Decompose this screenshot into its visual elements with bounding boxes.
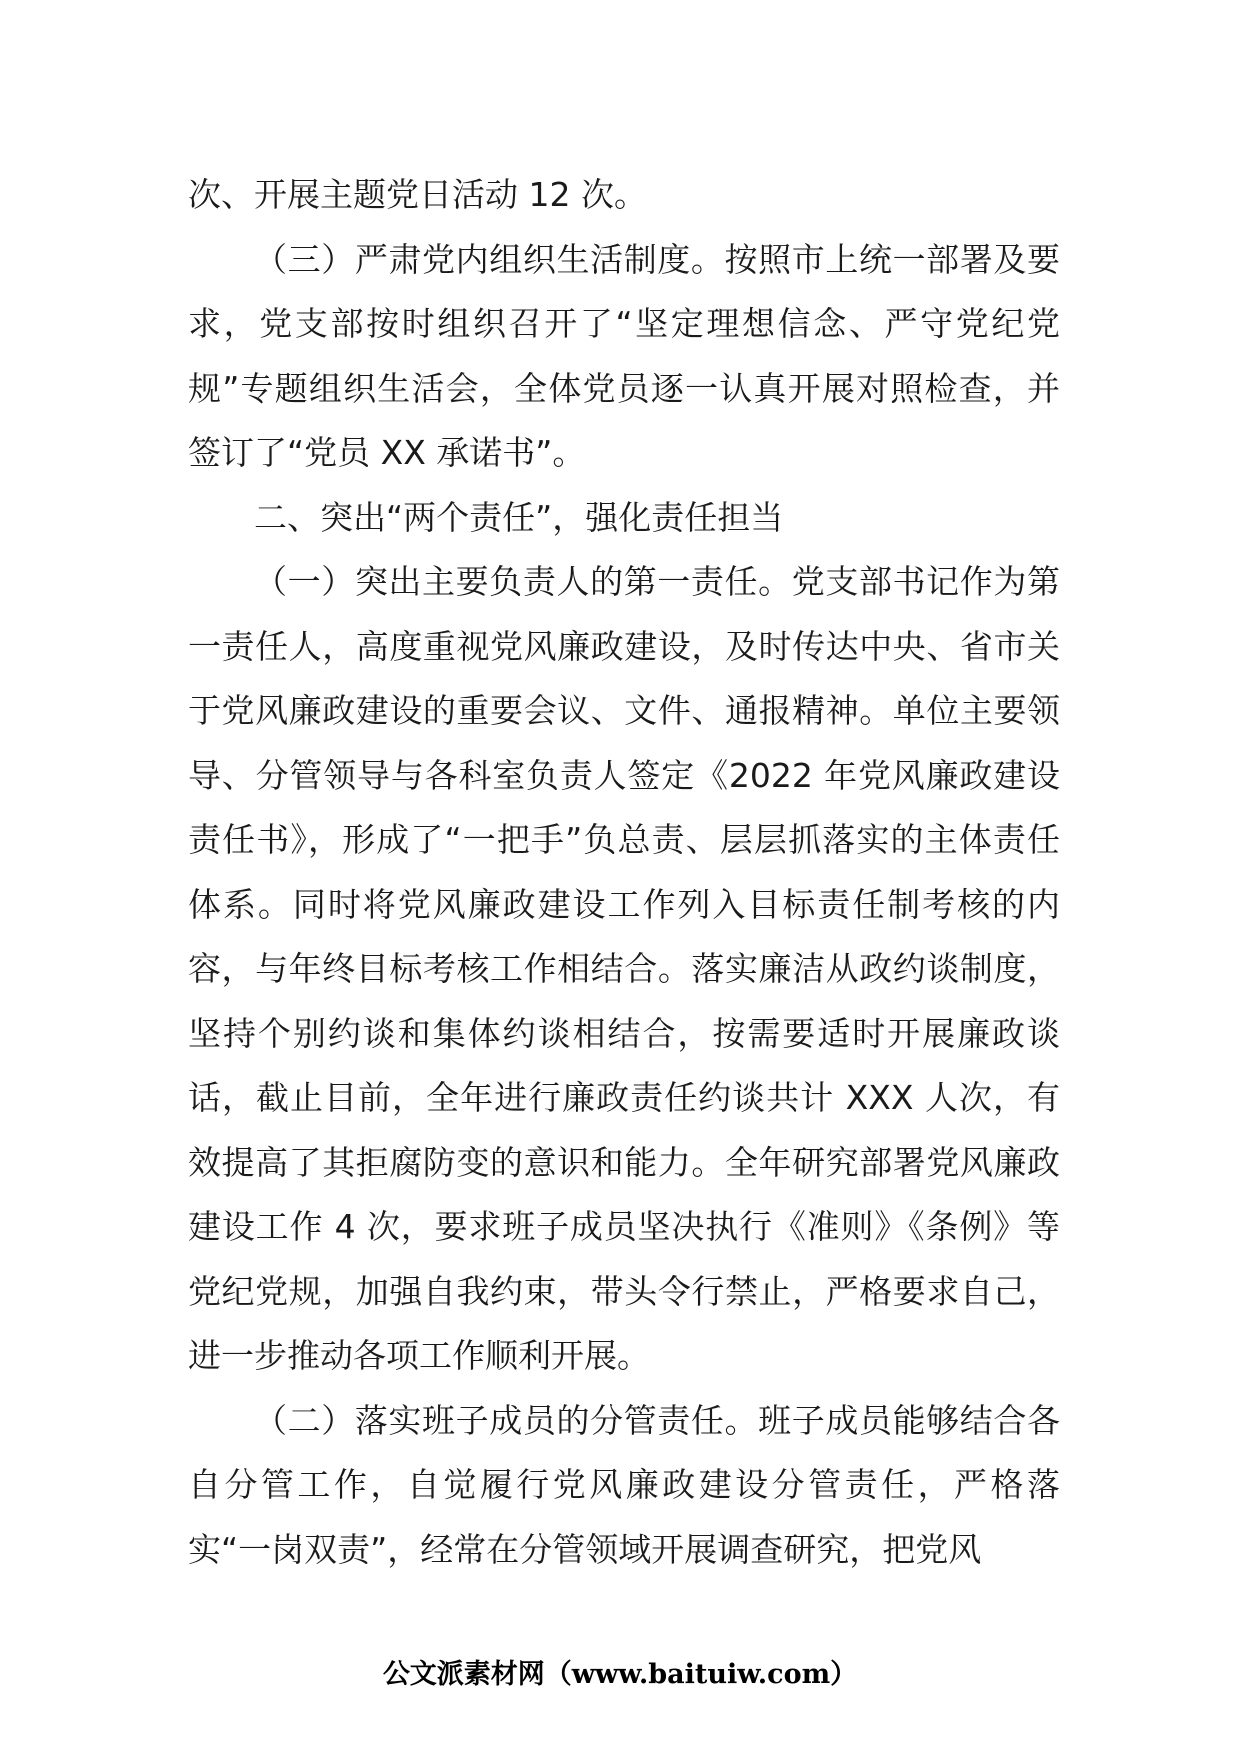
section-heading-two-responsibilities: 二、突出“两个责任”，强化责任担当	[254, 497, 784, 537]
footer-watermark-text: 公文派素材网（www.baituiw.com）	[382, 1659, 858, 1690]
document-body	[188, 163, 1060, 1582]
paragraph-supervisory-responsibility: （二）落实班子成员的分管责任。班子成员能够结合各自分管工作，自觉履行党风廉政建设分管责任，严格落实“一岗双责”，经常在分管领域开展调查研究，把党风	[188, 1400, 1060, 1569]
paragraph-continuation: 次、开展主题党日活动 12 次。	[188, 175, 647, 214]
paragraph-first-responsibility: （一）突出主要负责人的第一责任。党支部书记作为第一责任人，高度重视党风廉政建设，及时传达中央、省市关于党风廉政建设的重要会议、文件、通报精神。单位主要领导、分管领导与各科室负责人签定《2022 年党风廉政建设责任书》，形成了“一把手”负总责、层层抓落实的主体责任体系。同时将党风廉政建设工作列入目标责任制考核的内容，与年终目标考核工作相结合。落实廉洁从政约谈制度，坚持个别约谈和集体约谈相结合，按需要适时开展廉政谈话，截止目前，全年进行廉政责任约谈共计 XXX 人次，有效提高了其拒腐防变的意识和能力。全年研究部署党风廉政建设工作 4 次，要求班子成员坚决执行《准则》《条例》等党纪党规，加强自我约束，带头令行禁止，严格要求自己，进一步推动各项工作顺利开展。	[188, 562, 1060, 1375]
paragraph-organizational-life: （三）严肃党内组织生活制度。按照市上统一部署及要求，党支部按时组织召开了“坚定理想信念、严守党纪党规”专题组织生活会，全体党员逐一认真开展对照检查，并签订了“党员 XX 承诺书”。	[188, 239, 1060, 472]
